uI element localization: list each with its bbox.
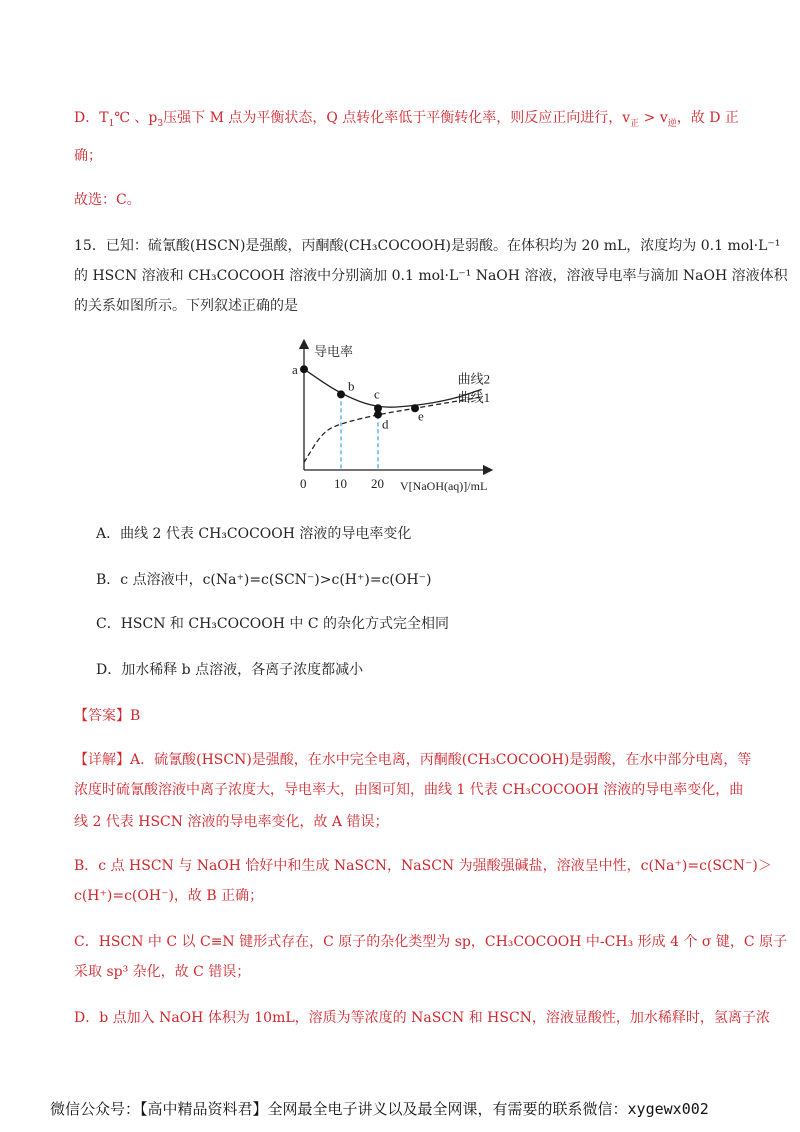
point-b [337, 390, 345, 398]
point-d [374, 411, 382, 419]
point-a [300, 365, 308, 373]
question-stem-line2: 的 HSCN 溶液和 CH₃COCOOH 溶液中分别滴加 0.1 mol·L⁻¹ NaOH 溶液，溶液导电率与滴加 NaOH 溶液体积 [74, 268, 788, 284]
question-stem-line1: 15．已知：硫氰酸(HSCN)是强酸，丙酮酸(CH₃COCOOH)是弱酸。在体积均为 20 mL，浓度均为 0.1 mol·L⁻¹ [74, 238, 781, 254]
answer: 【答案】B [74, 708, 141, 724]
point-label-a: a [292, 362, 298, 378]
point-label-d: d [382, 416, 389, 432]
point-label-c: c [374, 386, 380, 402]
option-b: B．c 点溶液中，c(Na⁺)=c(SCN⁻)>c(H⁺)=c(OH⁻) [96, 572, 432, 588]
explanation-a-line3: 线 2 代表 HSCN 溶液的导电率变化，故 A 错误； [74, 814, 389, 830]
series-label: 曲线1 [457, 389, 491, 405]
y-axis-label: 导电率 [314, 345, 354, 360]
option-a: A．曲线 2 代表 CH₃COCOOH 溶液的导电率变化 [96, 526, 412, 542]
prev-option-d-line1: D．$T_1℃$ 、$p_3$压强下 M 点为平衡状态，Q 点转化率低于平衡转化率，则反应正向进行，$v_正 > v_逆$，故 D 正 [74, 110, 739, 129]
x-axis-label: V[NaOH(aq)]/mL [400, 479, 488, 493]
series-label: 曲线2 [457, 371, 491, 387]
page-footer [50, 1098, 709, 1119]
explanation-a-line1: 【详解】A．硫氰酸(HSCN)是强酸，在水中完全电离，丙酮酸(CH₃COCOOH)是弱酸，在水中部分电离，等 [74, 752, 752, 768]
point-label-e: e [418, 408, 424, 424]
x-tick-label: 10 [334, 476, 347, 491]
option-d: D．加水稀释 b 点溶液，各离子浓度都减小 [96, 662, 364, 678]
explanation-c-line1: C．HSCN 中 C 以 C≡N 键形式存在，C 原子的杂化类型为 sp，CH₃COCOOH 中-CH₃ 形成 4 个 σ 键，C 原子 [74, 934, 788, 950]
prev-choice: 故选：C。 [74, 192, 141, 208]
point-label-b: b [348, 378, 355, 394]
conductivity-chart [280, 338, 520, 498]
footer-wechat-id: xygewx002 [627, 1100, 709, 1118]
explanation-b-line2: c(H⁺)=c(OH⁻)，故 B 正确； [74, 888, 264, 904]
explanation-c-line2: 采取 sp³ 杂化，故 C 错误； [74, 964, 251, 980]
x-tick-label: 0 [300, 476, 307, 491]
footer-prefix: 微信公众号：【高中精品资料君】全网最全电子讲义以及最全网课，有需要的联系微信： [50, 1100, 628, 1118]
explanation-d-line1: D．b 点加入 NaOH 体积为 10mL，溶质为等浓度的 NaSCN 和 HSCN，溶液显酸性，加水稀释时，氢离子浓 [74, 1010, 770, 1026]
question-stem-line3: 的关系如图所示。下列叙述正确的是 [74, 298, 298, 314]
prev-option-d-line2: 确； [74, 148, 102, 164]
x-tick-label: 20 [371, 476, 384, 491]
explanation-a-line2: 浓度时硫氰酸溶液中离子浓度大，导电率大，由图可知，曲线 1 代表 CH₃COCOOH 溶液的导电率变化，曲 [74, 782, 744, 798]
option-c: C．HSCN 和 CH₃COCOOH 中 C 的杂化方式完全相同 [96, 616, 450, 632]
explanation-b-line1: B．c 点 HSCN 与 NaOH 恰好中和生成 NaSCN，NaSCN 为强酸强碱盐，溶液呈中性，c(Na⁺)=c(SCN⁻)＞ [74, 858, 772, 874]
